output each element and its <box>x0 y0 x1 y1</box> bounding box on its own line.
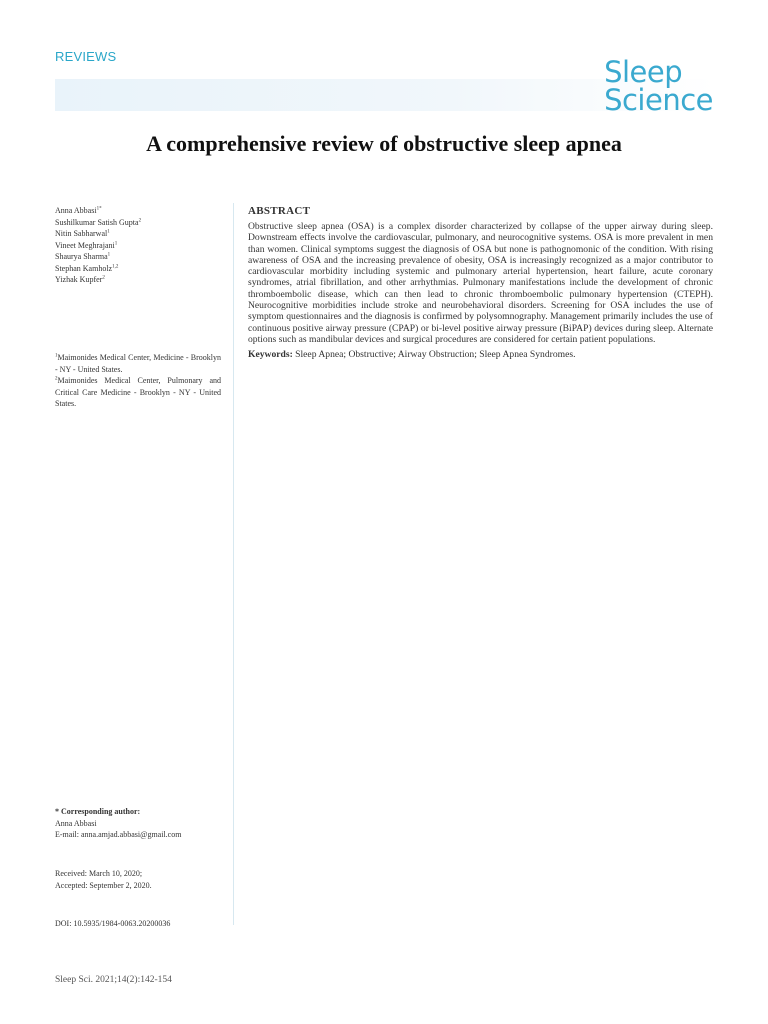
author-name: Sushilkumar Satish Gupta <box>55 217 139 227</box>
citation: Sleep Sci. 2021;14(2):142-154 <box>55 975 172 985</box>
author-name: Anna Abbasi <box>55 206 97 215</box>
affiliation-text: Maimonides Medical Center, Pulmonary and Critical Care Medicine - Brooklyn - NY - United States. <box>55 376 221 408</box>
abstract-section <box>248 205 713 361</box>
corresponding-label: * Corresponding author: <box>55 807 141 816</box>
author-list <box>55 205 225 286</box>
article-title: A comprehensive review of obstructive sleep apnea <box>146 131 622 156</box>
author-sup: 2 <box>138 217 142 223</box>
corresponding-author <box>55 806 225 841</box>
author-name: Shaurya Sharma <box>55 252 108 261</box>
affiliation-sup: 1 <box>55 353 58 359</box>
journal-logo <box>604 55 713 118</box>
author-item <box>55 240 225 252</box>
doi: DOI: 10.5935/1984-0063.20200036 <box>55 919 171 928</box>
author-sup: 1 <box>114 240 118 246</box>
author-item <box>55 217 225 229</box>
affiliation-item <box>55 375 221 410</box>
section-label: REVIEWS <box>55 49 117 64</box>
affiliation-text: Maimonides Medical Center, Medicine - Brooklyn - NY - United States. <box>55 353 221 374</box>
abstract-heading: ABSTRACT <box>248 205 311 217</box>
author-name: Vineet Meghrajani <box>55 240 115 250</box>
accepted-date: Accepted: September 2, 2020. <box>55 880 152 890</box>
author-sup: 1,2 <box>112 263 119 269</box>
article-sidebar <box>55 205 225 928</box>
received-date: Received: March 10, 2020; <box>55 869 143 878</box>
author-item <box>55 274 225 286</box>
author-item <box>55 228 225 240</box>
author-sup: 1 <box>107 229 110 235</box>
keywords <box>248 349 713 360</box>
author-name: Stephan Kamholz <box>55 263 113 273</box>
author-item <box>55 263 225 275</box>
author-sup: 1 <box>107 252 111 258</box>
author-sup: 2 <box>102 275 105 281</box>
abstract-text: Obstructive sleep apnea (OSA) is a complex disorder characterized by collapse of the upper airway during sleep. Downstream effects involve the cardiovascular, pulmonary, and neurocognitive systems. OSA is more prevalent in men than women. Clinical symptoms suggest the diagnosis of OSA but none is pathognomonic of the condition. With rising awareness of OSA and the increasing prevalence of obesity, OSA is increasingly recognized as a major contributor to cardiovascular morbidity including systemic and pulmonary arterial hypertension, heart failure, acute coronary syndromes, atrial fibrillation, and other arrhythmias. Pulmonary manifestations include the development of chronic thromboembolic disease, which can then lead to chronic thromboembolic pulmonary hypertension (CTEPH). Neurocognitive morbidities include stroke and neurobehavioral disorders. Screening for OSA includes the use of symptom questionnaires and the diagnosis is confirmed by polysomnography. Management primarily includes the use of continuous positive airway pressure (CPAP) or bi-level positive airway pressure (BiPAP) devices during sleep. Alternate options such as mandibular devices and surgical procedures are considered for certain patient populations. <box>248 221 713 345</box>
author-name: Nitin Sabharwal <box>55 229 108 238</box>
affiliation-item <box>55 352 221 375</box>
author-item <box>55 205 225 217</box>
corresponding-name: Anna Abbasi <box>55 818 97 828</box>
author-item <box>55 251 225 263</box>
column-divider <box>233 203 234 925</box>
affiliations <box>55 352 221 410</box>
article-dates <box>55 868 152 891</box>
author-sup: 1* <box>96 206 102 212</box>
corresponding-email: E-mail: anna.amjad.abbasi@gmail.com <box>55 830 182 839</box>
keywords-text: Sleep Apnea; Obstructive; Airway Obstruction; Sleep Apnea Syndromes. <box>295 349 576 361</box>
keywords-label: Keywords: <box>248 349 293 361</box>
journal-logo-line1: Sleep <box>604 55 683 89</box>
journal-logo-line2: Science <box>604 83 713 118</box>
author-name: Yizhak Kupfer <box>55 275 103 284</box>
affiliation-sup: 2 <box>55 376 58 382</box>
